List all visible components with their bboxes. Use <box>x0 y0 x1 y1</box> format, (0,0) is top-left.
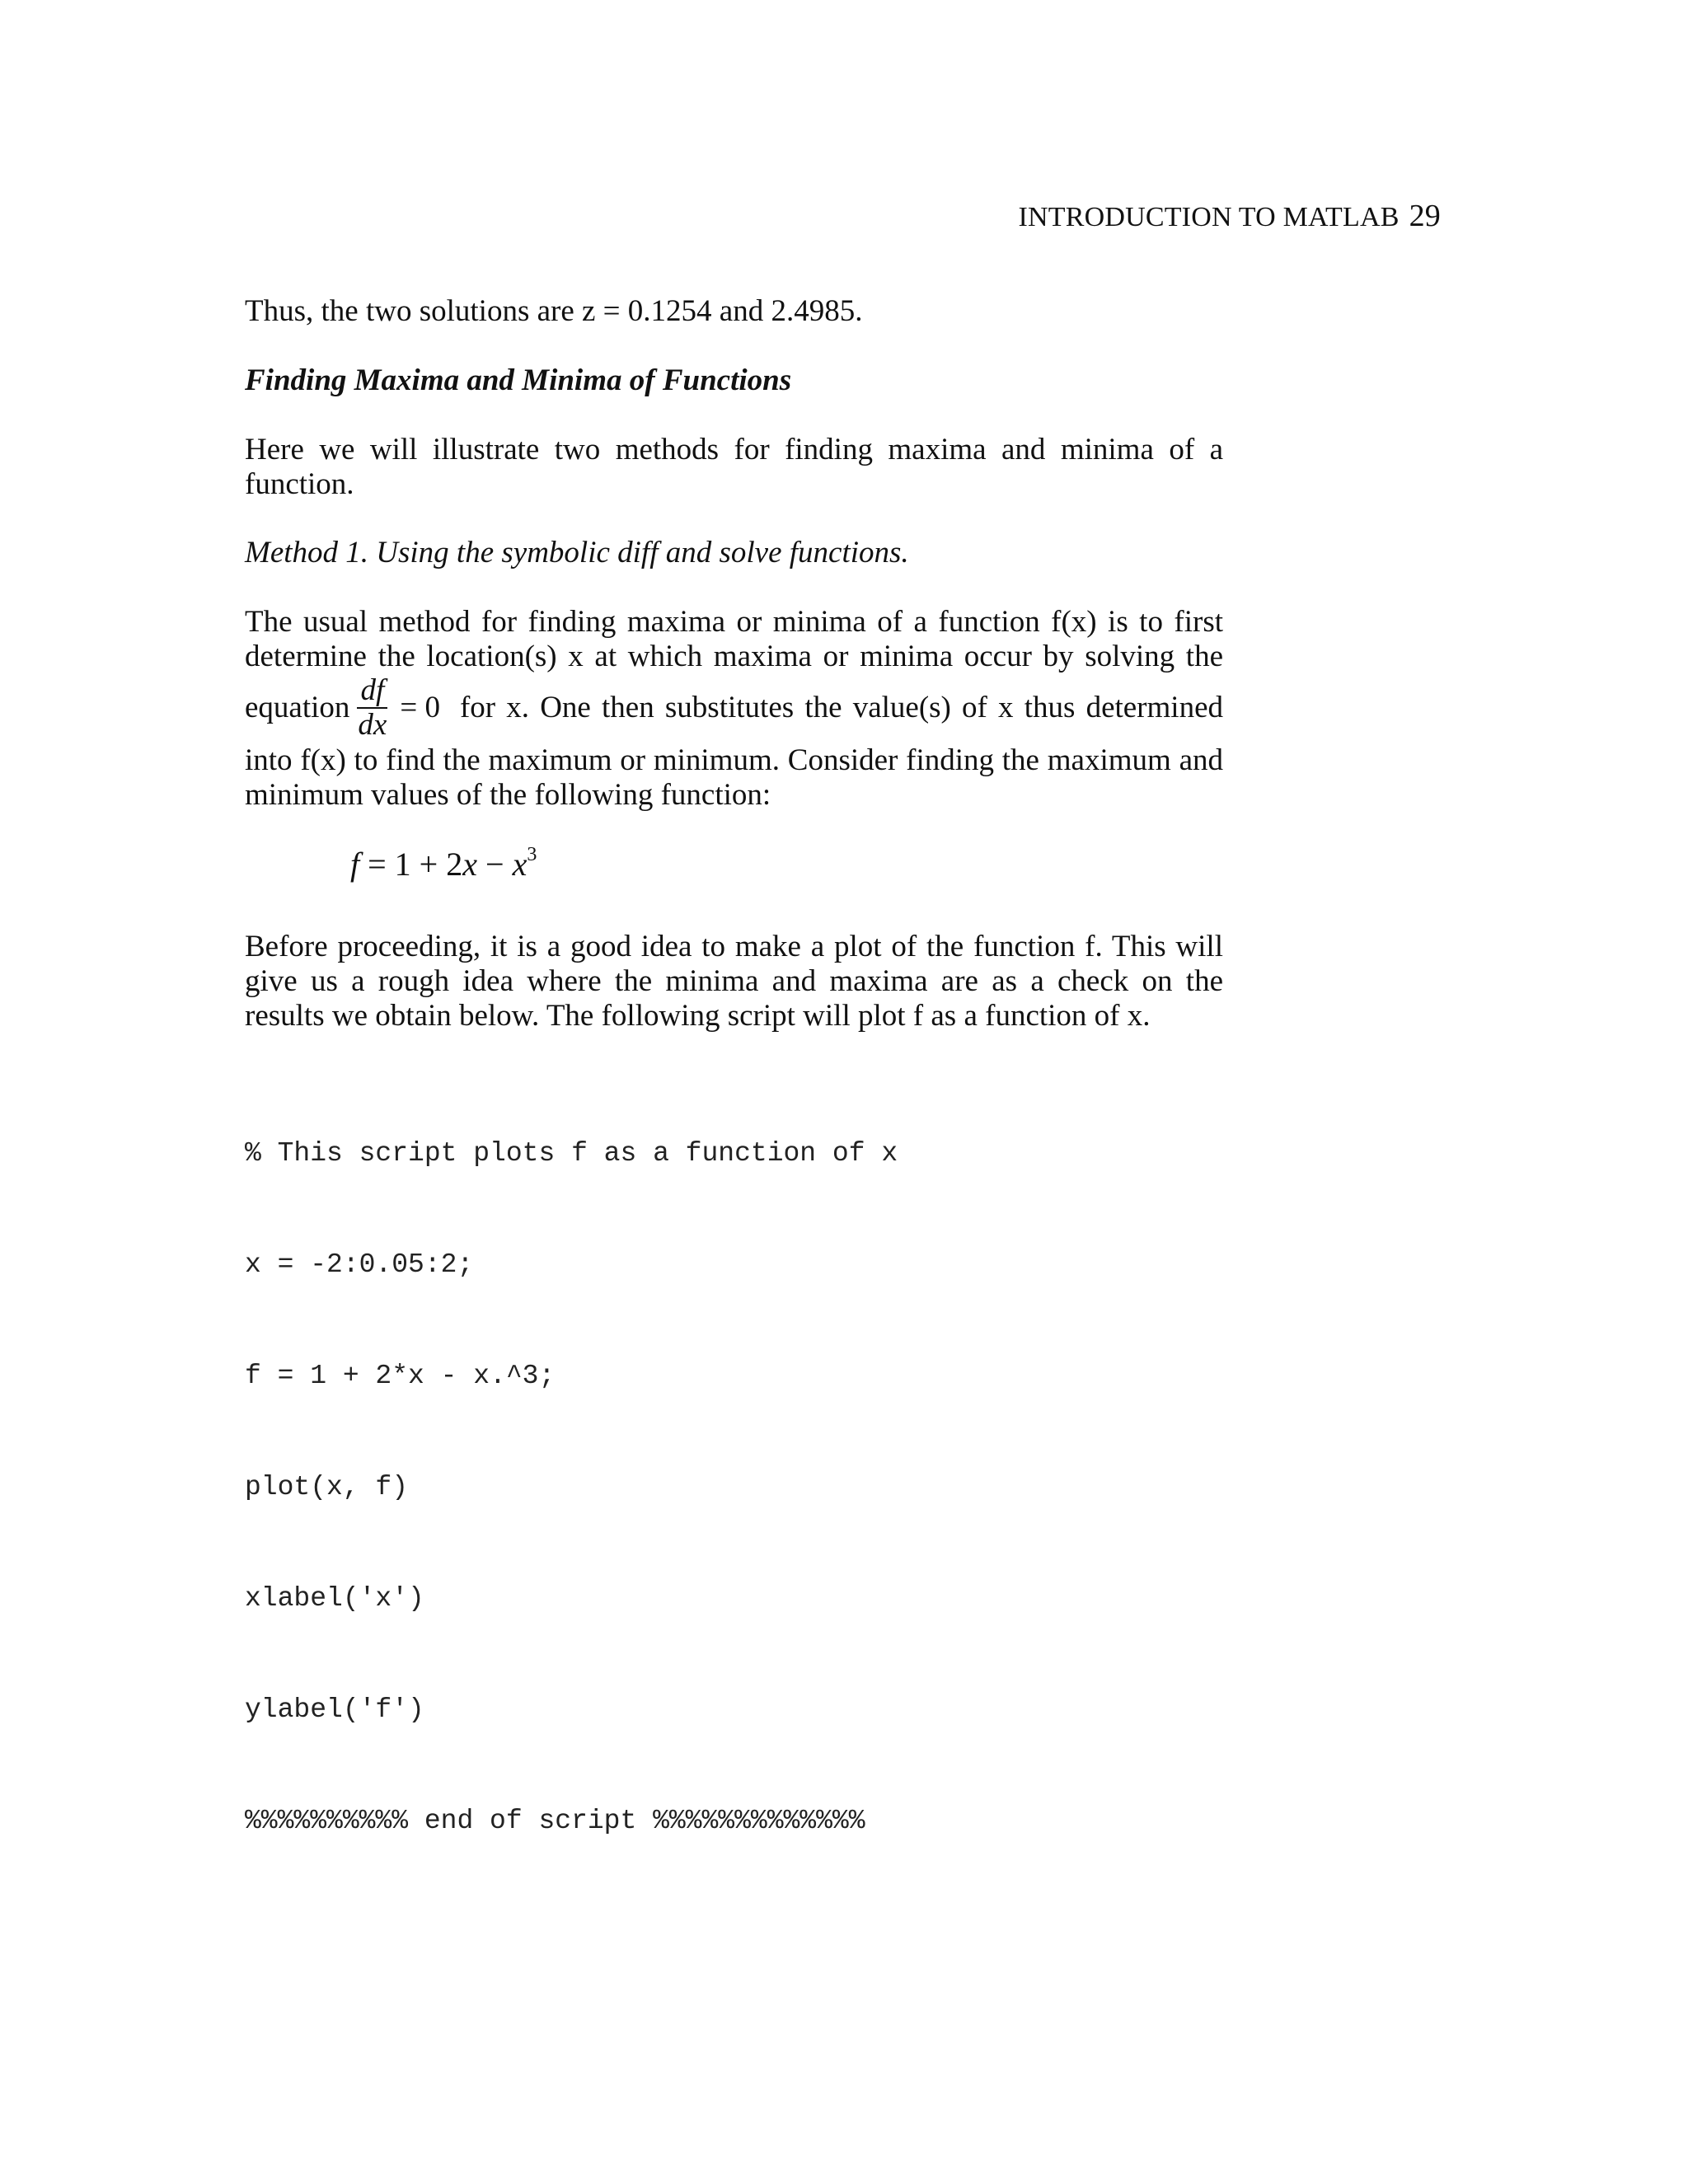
code-line: % This script plots f as a function of x <box>245 1138 898 1169</box>
code-line: plot(x, f) <box>245 1472 409 1502</box>
derivative-equation <box>349 674 440 742</box>
running-header <box>1018 198 1441 234</box>
equation-line <box>245 659 1223 757</box>
fraction-numerator: df <box>357 674 387 709</box>
equation-trailing-text: for x. One then substitutes the value(s) of x thus determined <box>459 691 1223 724</box>
running-title: INTRODUCTION TO MATLAB <box>1018 202 1400 232</box>
code-line: f = 1 + 2*x - x.^3; <box>245 1361 556 1391</box>
code-line: xlabel('x') <box>245 1583 424 1614</box>
equation-rhs: = 0 <box>400 691 440 724</box>
method-heading: Method 1. Using the symbolic diff and solve functions. <box>245 536 909 569</box>
section-heading: Finding Maxima and Minima of Functions <box>245 363 792 397</box>
code-line: x = -2:0.05:2; <box>245 1249 474 1280</box>
paragraph-into: into f(x) to find the maximum or minimum. Consider finding the maximum and minimum values of the following function: <box>245 743 1223 812</box>
equation-rhs-x-cubed: x <box>512 846 528 883</box>
paragraph-before-proceeding: Before proceeding, it is a good idea to make a plot of the function f. This will give us a rough idea where the minima and maxima are as a check on the results we obtain below. The following script will plot f as a function of x. <box>245 930 1223 1033</box>
code-listing <box>245 1061 898 1914</box>
equation-rhs-x: x <box>462 846 478 883</box>
paragraph-usual-method: The usual method for finding maxima or minima of a function f(x) is to first determine the location(s) x at which maxima or minima occur by solving the <box>245 605 1223 673</box>
equation-lhs: f <box>350 846 360 883</box>
equation-word: equation <box>245 691 350 724</box>
equation-rhs-minus: − <box>477 846 513 883</box>
display-equation <box>350 845 537 883</box>
code-line: %%%%%%%%%% end of script %%%%%%%%%%%%% <box>245 1806 865 1836</box>
equation-exponent: 3 <box>527 843 537 865</box>
fraction-denominator: dx <box>358 708 387 742</box>
derivative-fraction <box>354 674 390 742</box>
paragraph-intro: Here we will illustrate two methods for finding maxima and minima of a function. <box>245 433 1223 501</box>
code-line: ylabel('f') <box>245 1694 424 1725</box>
equation-rhs-constant: = 1 + 2 <box>359 846 463 883</box>
page-number: 29 <box>1409 199 1441 233</box>
paragraph-solutions: Thus, the two solutions are z = 0.1254 and 2.4985. <box>245 294 863 328</box>
